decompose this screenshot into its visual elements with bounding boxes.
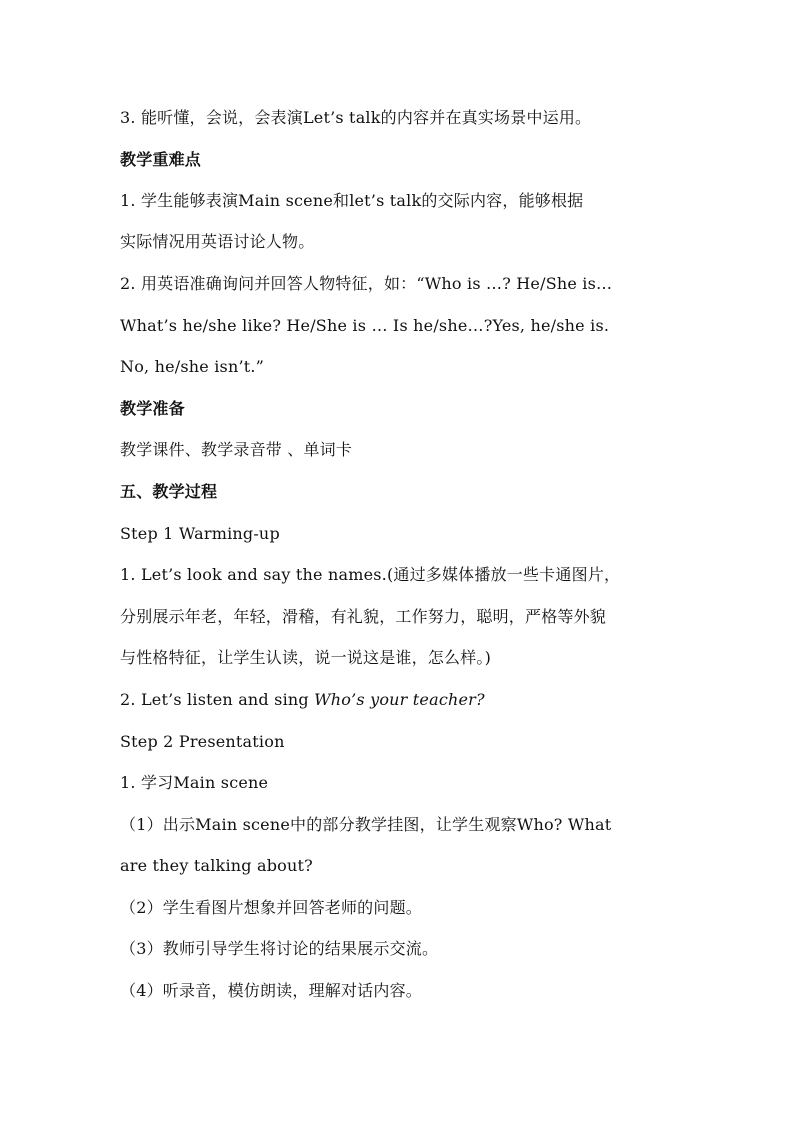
key-point-2-line-1: 2. 用英语准确询问并回答人物特征，如：“Who is …? He/She is…	[120, 274, 613, 293]
key-points-heading: 教学重难点	[120, 150, 202, 169]
step-1-item-1-line-2: 分别展示年老，年轻，滑稽，有礼貌，工作努力，聪明，严格等外貌	[120, 607, 607, 626]
step-1-item-1-line-3: 与性格特征，让学生认读，说一说这是谁，怎么样。)	[120, 648, 492, 667]
step-2-sub-3: （3）教师引导学生将讨论的结果展示交流。	[120, 939, 439, 958]
step-1-item-1-line-1: 1. Let’s look and say the names.(通过多媒体播放一些卡通图片，	[120, 565, 621, 584]
step-1-heading: Step 1 Warming-up	[120, 524, 280, 543]
step-2-sub-1-line-2: are they talking about?	[120, 856, 313, 875]
step-2-sub-4: （4）听录音，模仿朗读，理解对话内容。	[120, 981, 422, 1000]
preparation-heading: 教学准备	[120, 399, 185, 418]
key-point-2-line-2: What’s he/she like? He/She is … Is he/she…?Yes, he/she is.	[120, 316, 610, 335]
step-2-sub-2: （2）学生看图片想象并回答老师的问题。	[120, 898, 422, 917]
song-title: Who’s your teacher?	[314, 690, 485, 709]
step-1-item-2	[120, 690, 485, 710]
objective-3: 3. 能听懂，会说，会表演Let’s talk的内容并在真实场景中运用。	[120, 108, 592, 127]
step-2-heading: Step 2 Presentation	[120, 732, 285, 751]
preparation-items: 教学课件、教学录音带 、单词卡	[120, 440, 353, 459]
key-point-1-line-2: 实际情况用英语讨论人物。	[120, 232, 315, 251]
key-point-2-line-3: No, he/she isn’t.”	[120, 357, 265, 376]
step-1-item-2-prefix: 2. Let’s listen and sing	[120, 690, 315, 709]
key-point-1-line-1: 1. 学生能够表演Main scene和let’s talk的交际内容，能够根据	[120, 191, 584, 210]
step-2-item-1: 1. 学习Main scene	[120, 773, 269, 792]
process-heading: 五、教学过程	[120, 482, 218, 501]
step-2-sub-1-line-1: （1）出示Main scene中的部分教学挂图，让学生观察Who? What	[120, 815, 612, 834]
